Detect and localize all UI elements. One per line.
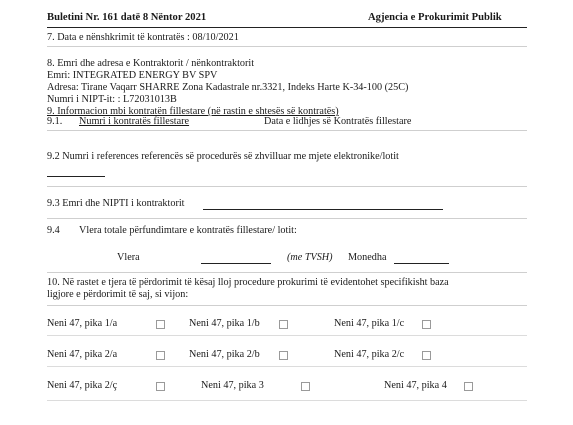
check-label-4: Neni 47, pika 4 [384, 380, 447, 391]
check-label-1a: Neni 47, pika 1/a [47, 318, 118, 329]
contractor-nipt-blank[interactable] [203, 209, 443, 210]
section-divider [47, 46, 527, 47]
currency-label: Monedha [348, 252, 387, 263]
section-divider [47, 130, 527, 131]
section-divider [47, 305, 527, 306]
check-label-2c-cedilla: Neni 47, pika 2/ç [47, 380, 118, 391]
checkbox-1c[interactable] [422, 320, 431, 329]
check-label-1b: Neni 47, pika 1/b [189, 318, 260, 329]
header-rule [47, 27, 527, 28]
checkbox-2c-cedilla[interactable] [156, 382, 165, 391]
row-divider [47, 366, 527, 367]
s91-number: 9.1. [47, 116, 63, 127]
check-label-1c: Neni 47, pika 1/c [334, 318, 405, 329]
section-divider [47, 272, 527, 273]
contractor-address: Adresa: Tirane Vaqarr SHARRE Zona Kadastrale nr.3321, Indeks Harte K-34-100 (25C) [47, 82, 409, 93]
row-divider [47, 335, 527, 336]
row-divider [47, 400, 527, 401]
checkbox-4[interactable] [464, 382, 473, 391]
value-blank[interactable] [201, 263, 271, 264]
s94-number: 9.4 [47, 225, 60, 236]
procedure-reference-blank[interactable] [47, 176, 105, 177]
section-divider [47, 186, 527, 187]
checkbox-2a[interactable] [156, 351, 165, 360]
initial-contract-date-label: Data e lidhjes së Kontratës fillestare [264, 116, 412, 127]
procedure-reference-label: 9.2 Numri i references referencës së procedurës së zhvilluar me mjete elektronike/lotit [47, 151, 399, 162]
agency-header: Agjencia e Prokurimit Publik [368, 12, 502, 23]
legal-basis-line2: ligjore e përdorimit të saj, si vijon: [47, 289, 189, 300]
section-divider [47, 218, 527, 219]
currency-blank[interactable] [394, 263, 449, 264]
value-label: Vlera [117, 252, 140, 263]
checkbox-2b[interactable] [279, 351, 288, 360]
contract-signing-date: 7. Data e nënshkrimit të kontratës : 08/10/2021 [47, 32, 239, 43]
check-label-2c: Neni 47, pika 2/c [334, 349, 405, 360]
contractor-nipt-label: 9.3 Emri dhe NIPTI i kontraktorit [47, 198, 185, 209]
check-label-3: Neni 47, pika 3 [201, 380, 264, 391]
checkbox-1a[interactable] [156, 320, 165, 329]
check-label-2b: Neni 47, pika 2/b [189, 349, 260, 360]
checkbox-3[interactable] [301, 382, 310, 391]
initial-contract-number-label: Numri i kontratës fillestare [79, 116, 190, 127]
checkbox-2c[interactable] [422, 351, 431, 360]
check-label-2a: Neni 47, pika 2/a [47, 349, 118, 360]
vat-note: (me TVSH) [287, 252, 333, 263]
checkbox-1b[interactable] [279, 320, 288, 329]
initial-contract-info-title: 9. Informacion mbi kontratën fillestare (në rastin e shtesës së kontratës) [47, 106, 339, 117]
contractor-section-title: 8. Emri dhe adresa e Kontraktorit / nënkontraktorit [47, 58, 255, 69]
legal-basis-line1: 10. Në rastet e tjera të përdorimit të kësaj lloj procedure prokurimi të evidentohet specifikisht baza [47, 277, 449, 288]
total-value-label: Vlera totale përfundimtare e kontratës fillestare/ lotit: [79, 225, 297, 236]
bulletin-header: Buletini Nr. 161 datë 8 Nëntor 2021 [47, 12, 207, 23]
contractor-name: Emri: INTEGRATED ENERGY BV SPV [47, 70, 218, 81]
contractor-nipt: Numri i NIPT-it: : L72031013B [47, 94, 177, 105]
